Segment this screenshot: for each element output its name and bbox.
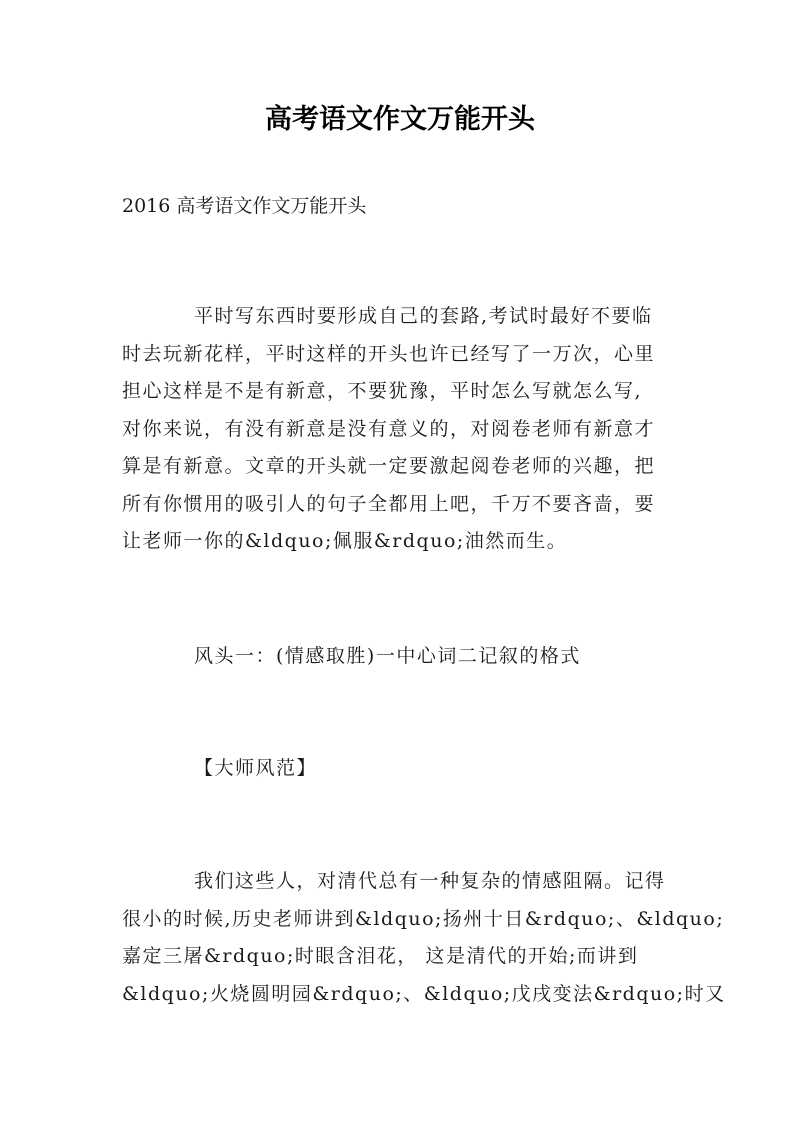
- paragraph-line: 担心这样是不是有新意，不要犹豫，平时怎么写就怎么写,: [122, 380, 643, 402]
- paragraph-line: 让老师一你的&ldquo;佩服&rdquo;油然而生。: [122, 530, 568, 552]
- paragraph-line: 所有你惯用的吸引人的句子全都用上吧，千万不要吝啬，要: [122, 492, 656, 515]
- section-subheading: 【大师风范】: [194, 757, 318, 779]
- paragraph-line: 算是有新意。文章的开头就一定要激起阅卷老师的兴趣，把: [122, 455, 656, 477]
- intro-paragraph: [122, 298, 692, 561]
- paragraph-line: 对你来说，有没有新意是没有意义的，对阅卷老师有新意才: [122, 417, 656, 440]
- document-subtitle: 2016 高考语文作文万能开头: [122, 195, 367, 217]
- paragraph-line: 嘉定三屠&rdquo;时眼含泪花， 这是清代的开始;而讲到: [122, 945, 639, 967]
- paragraph-line: 我们这些人，对清代总有一种复杂的情感阻隔。记得: [194, 870, 666, 892]
- paragraph-line: 平时写东西时要形成自己的套路,考试时最好不要临: [194, 305, 653, 327]
- example-paragraph: [122, 863, 726, 1013]
- paragraph-line: 很小的时候,历史老师讲到&ldquo;扬州十日&rdquo;、&ldquo;: [122, 907, 725, 930]
- document-title: 高考语文作文万能开头: [265, 104, 535, 135]
- paragraph-line: &ldquo;火烧圆明园&rdquo;、&ldquo;戊戌变法&rdquo;时又: [122, 982, 726, 1005]
- section-heading: 风头一：(情感取胜)一中心词二记叙的格式: [194, 645, 581, 667]
- paragraph-line: 时去玩新花样，平时这样的开头也许已经写了一万次，心里: [122, 342, 656, 365]
